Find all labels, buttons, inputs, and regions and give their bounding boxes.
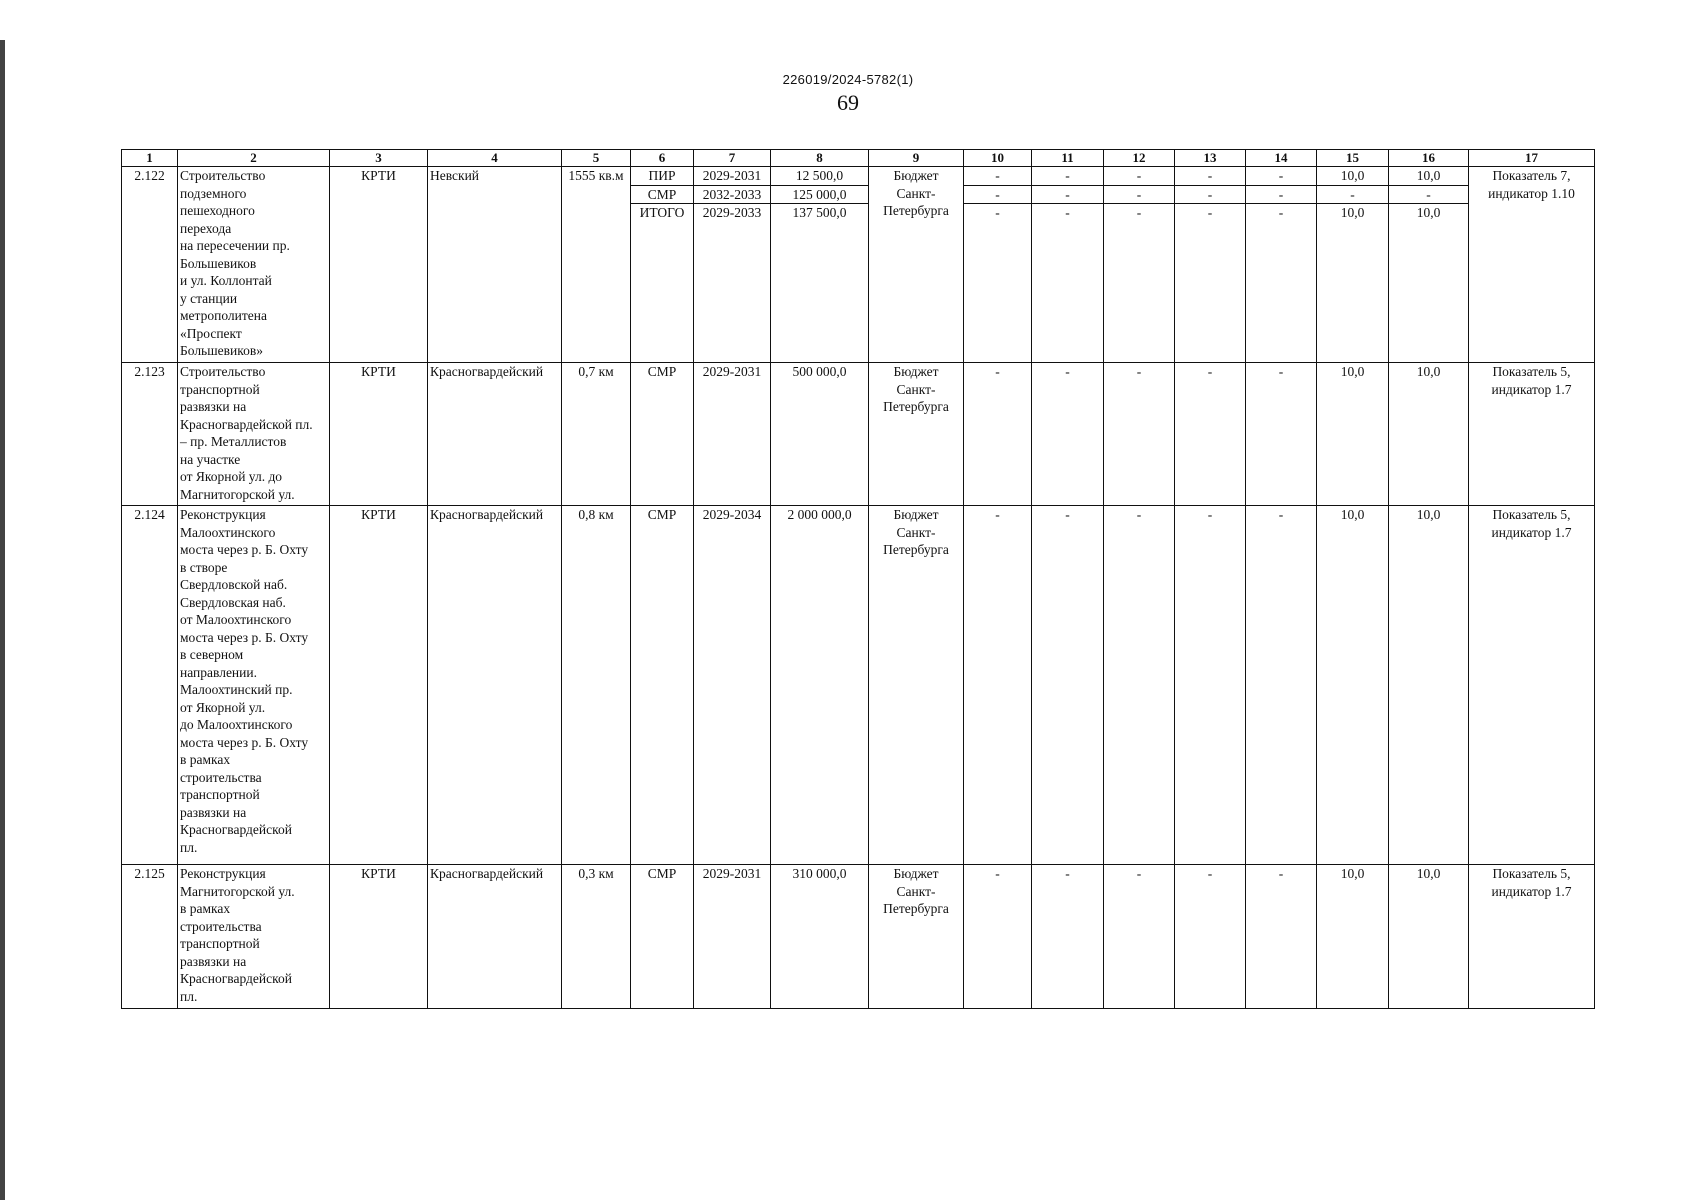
- indicator-line: Показатель 5,: [1492, 866, 1571, 881]
- object-name-line: от Якорной ул.: [180, 699, 266, 715]
- table-row: [122, 865, 1595, 1009]
- funding-source-line: Бюджет: [893, 364, 939, 379]
- indicator: [1469, 167, 1595, 363]
- value-c16-stage: 10,0: [1416, 205, 1441, 220]
- object-name-line: Большевиков»: [180, 343, 263, 358]
- row-number: 2.124: [122, 506, 178, 865]
- organization: КРТИ: [330, 167, 428, 363]
- indicator-line: индикатор 1.10: [1488, 185, 1575, 201]
- value-c13: [1175, 865, 1246, 1009]
- value-c14-stage: -: [1278, 507, 1284, 522]
- object-name-line: транспортной: [180, 936, 260, 951]
- object-name: [178, 167, 330, 363]
- period-stage: 2029-2033: [702, 205, 762, 220]
- value-c16: [1389, 865, 1469, 1009]
- value-c11: [1032, 865, 1104, 1009]
- amount-stage: 12 500,0: [771, 167, 868, 186]
- column-header-1: 1: [122, 150, 178, 167]
- object-name-line: «Проспект: [180, 325, 242, 341]
- object-name-line: от Якорной ул. до: [180, 469, 283, 484]
- object-name-line: до Малоохтинского: [180, 717, 293, 732]
- period-stage: 2029-2031: [702, 866, 762, 881]
- value-c12: [1104, 506, 1175, 865]
- object-name-line: Строительство: [180, 168, 266, 183]
- value-c14-stage: -: [1246, 167, 1316, 186]
- table-row: [122, 167, 1595, 363]
- value-c15: [1317, 167, 1389, 363]
- value-c14: [1246, 865, 1317, 1009]
- period-stage: 2032-2033: [694, 186, 770, 205]
- row-number: 2.123: [122, 363, 178, 506]
- indicator-line: Показатель 7,: [1492, 168, 1571, 183]
- object-name-line: строительства: [180, 918, 262, 934]
- funding-source: [869, 506, 964, 865]
- column-header-3: 3: [330, 150, 428, 167]
- value-c11-stage: -: [1032, 167, 1103, 186]
- value-c10: [964, 167, 1032, 363]
- value-c12-stage: -: [1136, 205, 1142, 220]
- value-c10-stage: -: [995, 205, 1000, 220]
- object-name-line: развязки на: [180, 399, 247, 414]
- value-c11-stage: -: [1065, 205, 1070, 220]
- object-name-line: Малоохтинский пр.: [180, 682, 293, 697]
- indicator: [1469, 865, 1595, 1009]
- value-c13: [1175, 363, 1246, 506]
- indicator-line: Показатель 5,: [1492, 364, 1571, 379]
- value-c14: [1246, 363, 1317, 506]
- value-c13-stage: -: [1207, 205, 1213, 220]
- value-c12-stage: -: [1104, 186, 1174, 205]
- amount: [771, 363, 869, 506]
- funding-source-line: Петербурга: [883, 542, 949, 557]
- object-name-line: на участке: [180, 451, 241, 467]
- capacity: 0,8 км: [562, 506, 631, 865]
- object-name-line: моста через р. Б. Охту: [180, 542, 309, 557]
- value-c14: [1246, 167, 1317, 363]
- amount: [771, 865, 869, 1009]
- value-c15: [1317, 363, 1389, 506]
- amount-stage: 137 500,0: [792, 205, 847, 220]
- column-header-16: 16: [1389, 150, 1469, 167]
- indicator-line: индикатор 1.7: [1491, 524, 1572, 540]
- funding-source-line: Санкт-: [896, 381, 936, 397]
- value-c16: [1389, 167, 1469, 363]
- table-row: [122, 506, 1595, 865]
- object-name-line: моста через р. Б. Охту: [180, 734, 309, 750]
- period: [694, 167, 771, 363]
- object-name-line: пешеходного: [180, 203, 255, 218]
- object-name-line: Красногвардейской: [180, 971, 292, 986]
- work-type-stage: ИТОГО: [639, 205, 685, 220]
- object-name-line: в рамках: [180, 901, 231, 916]
- object-name-line: у станции: [180, 290, 238, 306]
- indicator-line: индикатор 1.7: [1491, 883, 1572, 899]
- object-name-line: Магнитогорской ул.: [180, 883, 295, 899]
- work-type: [631, 865, 694, 1009]
- value-c16: [1389, 363, 1469, 506]
- indicator-line: индикатор 1.7: [1491, 381, 1572, 397]
- value-c16-stage: 10,0: [1416, 866, 1441, 881]
- value-c16: [1389, 506, 1469, 865]
- value-c12-stage: -: [1136, 364, 1142, 379]
- work-type-stage: СМР: [647, 866, 677, 881]
- column-header-row: [122, 150, 1595, 167]
- value-c13-stage: -: [1207, 364, 1213, 379]
- funding-source: [869, 865, 964, 1009]
- column-header-12: 12: [1104, 150, 1175, 167]
- value-c12: [1104, 167, 1175, 363]
- funding-source-line: Бюджет: [893, 168, 939, 183]
- object-name-line: на пересечении пр.: [180, 238, 290, 253]
- value-c15: [1317, 865, 1389, 1009]
- object-name: [178, 865, 330, 1009]
- indicator: [1469, 363, 1595, 506]
- value-c14-stage: -: [1278, 364, 1284, 379]
- period-stage: 2029-2034: [702, 507, 762, 522]
- value-c11-stage: -: [1065, 364, 1070, 379]
- object-name-line: Свердловской наб.: [180, 577, 288, 592]
- work-type-stage: СМР: [647, 364, 677, 379]
- object-name-line: моста через р. Б. Охту: [180, 629, 309, 645]
- value-c10-stage: -: [964, 186, 1031, 205]
- object-name-line: и ул. Коллонтай: [180, 273, 272, 288]
- value-c11-stage: -: [1065, 866, 1070, 881]
- district: Невский: [428, 167, 562, 363]
- value-c11-stage: -: [1032, 186, 1103, 205]
- object-name-line: Большевиков: [180, 255, 257, 271]
- funding-source-line: Петербурга: [883, 203, 949, 218]
- value-c10-stage: -: [995, 866, 1000, 881]
- value-c12: [1104, 363, 1175, 506]
- row-number: 2.125: [122, 865, 178, 1009]
- column-header-13: 13: [1175, 150, 1246, 167]
- column-header-6: 6: [631, 150, 694, 167]
- value-c10-stage: -: [995, 507, 1000, 522]
- object-name-line: пл.: [180, 839, 198, 855]
- period-stage: 2029-2031: [694, 167, 770, 186]
- value-c10-stage: -: [995, 364, 1000, 379]
- amount-stage: 500 000,0: [792, 364, 847, 379]
- scan-edge-mark: [0, 40, 5, 1200]
- value-c10: [964, 865, 1032, 1009]
- value-c15-stage: 10,0: [1340, 507, 1365, 522]
- table-row: [122, 363, 1595, 506]
- object-name-line: метрополитена: [180, 308, 267, 323]
- value-c12-stage: -: [1104, 167, 1174, 186]
- value-c13: [1175, 167, 1246, 363]
- value-c13-stage: -: [1207, 507, 1213, 522]
- object-name-line: транспортной: [180, 381, 260, 397]
- period: [694, 865, 771, 1009]
- object-name-line: Свердловская наб.: [180, 594, 286, 610]
- funding-source: [869, 363, 964, 506]
- amount-stage: 310 000,0: [792, 866, 847, 881]
- funding-source-line: Петербурга: [883, 399, 949, 414]
- value-c14-stage: -: [1246, 186, 1316, 205]
- value-c14-stage: -: [1278, 866, 1284, 881]
- object-name-line: Реконструкция: [180, 866, 266, 881]
- work-type: [631, 167, 694, 363]
- value-c15-stage: 10,0: [1340, 205, 1365, 220]
- value-c14-stage: -: [1278, 205, 1284, 220]
- work-type: [631, 506, 694, 865]
- object-name-line: Красногвардейской: [180, 822, 292, 837]
- object-name-line: в рамках: [180, 752, 231, 767]
- value-c10-stage: -: [964, 167, 1031, 186]
- program-table: [121, 149, 1595, 1009]
- funding-source: [869, 167, 964, 363]
- object-name: [178, 506, 330, 865]
- column-header-17: 17: [1469, 150, 1595, 167]
- column-header-11: 11: [1032, 150, 1104, 167]
- funding-source-line: Бюджет: [893, 866, 939, 881]
- object-name-line: направлении.: [180, 664, 257, 680]
- column-header-9: 9: [869, 150, 964, 167]
- object-name-line: Реконструкция: [180, 507, 266, 522]
- funding-source-line: Санкт-: [896, 185, 936, 201]
- work-type-stage: ПИР: [631, 167, 693, 186]
- column-header-4: 4: [428, 150, 562, 167]
- work-type-stage: СМР: [631, 186, 693, 205]
- object-name-line: в створе: [180, 559, 228, 575]
- object-name-line: Малоохтинского: [180, 524, 276, 540]
- funding-source-line: Санкт-: [896, 883, 936, 899]
- document-number: 226019/2024-5782(1): [782, 72, 914, 87]
- object-name-line: – пр. Металлистов: [180, 434, 287, 449]
- period: [694, 506, 771, 865]
- capacity: 1555 кв.м: [562, 167, 631, 363]
- work-type-stage: СМР: [647, 507, 677, 522]
- value-c15-stage: -: [1317, 186, 1388, 205]
- value-c15: [1317, 506, 1389, 865]
- object-name: [178, 363, 330, 506]
- district: Красногвардейский: [428, 363, 562, 506]
- object-name-line: транспортной: [180, 787, 260, 802]
- object-name-line: подземного: [180, 185, 247, 201]
- value-c10: [964, 506, 1032, 865]
- capacity: 0,7 км: [562, 363, 631, 506]
- value-c15-stage: 10,0: [1340, 364, 1365, 379]
- funding-source-line: Санкт-: [896, 524, 936, 540]
- district: Красногвардейский: [428, 865, 562, 1009]
- district: Красногвардейский: [428, 506, 562, 865]
- object-name-line: пл.: [180, 988, 198, 1004]
- column-header-15: 15: [1317, 150, 1389, 167]
- page-number: 69: [837, 90, 859, 115]
- amount: [771, 506, 869, 865]
- column-header-14: 14: [1246, 150, 1317, 167]
- object-name-line: перехода: [180, 220, 232, 236]
- value-c16-stage: 10,0: [1416, 364, 1441, 379]
- value-c11-stage: -: [1065, 507, 1070, 522]
- funding-source-line: Бюджет: [893, 507, 939, 522]
- work-type: [631, 363, 694, 506]
- object-name-line: Красногвардейской пл.: [180, 416, 313, 432]
- column-header-10: 10: [964, 150, 1032, 167]
- organization: КРТИ: [330, 865, 428, 1009]
- row-number: 2.122: [122, 167, 178, 363]
- object-name-line: развязки на: [180, 804, 247, 820]
- organization: КРТИ: [330, 506, 428, 865]
- period: [694, 363, 771, 506]
- object-name-line: развязки на: [180, 953, 247, 969]
- amount-stage: 125 000,0: [771, 186, 868, 205]
- object-name-line: Строительство: [180, 364, 266, 379]
- column-header-8: 8: [771, 150, 869, 167]
- value-c12-stage: -: [1136, 507, 1142, 522]
- indicator-line: Показатель 5,: [1492, 507, 1571, 522]
- value-c11: [1032, 363, 1104, 506]
- column-header-2: 2: [178, 150, 330, 167]
- value-c11: [1032, 167, 1104, 363]
- capacity: 0,3 км: [562, 865, 631, 1009]
- value-c16-stage: 10,0: [1416, 507, 1441, 522]
- organization: КРТИ: [330, 363, 428, 506]
- value-c12: [1104, 865, 1175, 1009]
- amount-stage: 2 000 000,0: [787, 507, 852, 522]
- value-c10: [964, 363, 1032, 506]
- object-name-line: строительства: [180, 769, 262, 785]
- value-c16-stage: 10,0: [1389, 167, 1468, 186]
- column-header-5: 5: [562, 150, 631, 167]
- value-c14: [1246, 506, 1317, 865]
- indicator: [1469, 506, 1595, 865]
- value-c13-stage: -: [1175, 186, 1245, 205]
- value-c16-stage: -: [1389, 186, 1468, 205]
- table-body: [122, 167, 1595, 1009]
- object-name-line: в северном: [180, 647, 244, 662]
- value-c11: [1032, 506, 1104, 865]
- object-name-line: Магнитогорской ул.: [180, 486, 295, 502]
- value-c13: [1175, 506, 1246, 865]
- period-stage: 2029-2031: [702, 364, 762, 379]
- funding-source-line: Петербурга: [883, 901, 949, 916]
- value-c15-stage: 10,0: [1317, 167, 1388, 186]
- column-header-7: 7: [694, 150, 771, 167]
- amount: [771, 167, 869, 363]
- value-c13-stage: -: [1207, 866, 1213, 881]
- object-name-line: от Малоохтинского: [180, 612, 292, 627]
- value-c12-stage: -: [1136, 866, 1142, 881]
- value-c13-stage: -: [1175, 167, 1245, 186]
- value-c15-stage: 10,0: [1340, 866, 1365, 881]
